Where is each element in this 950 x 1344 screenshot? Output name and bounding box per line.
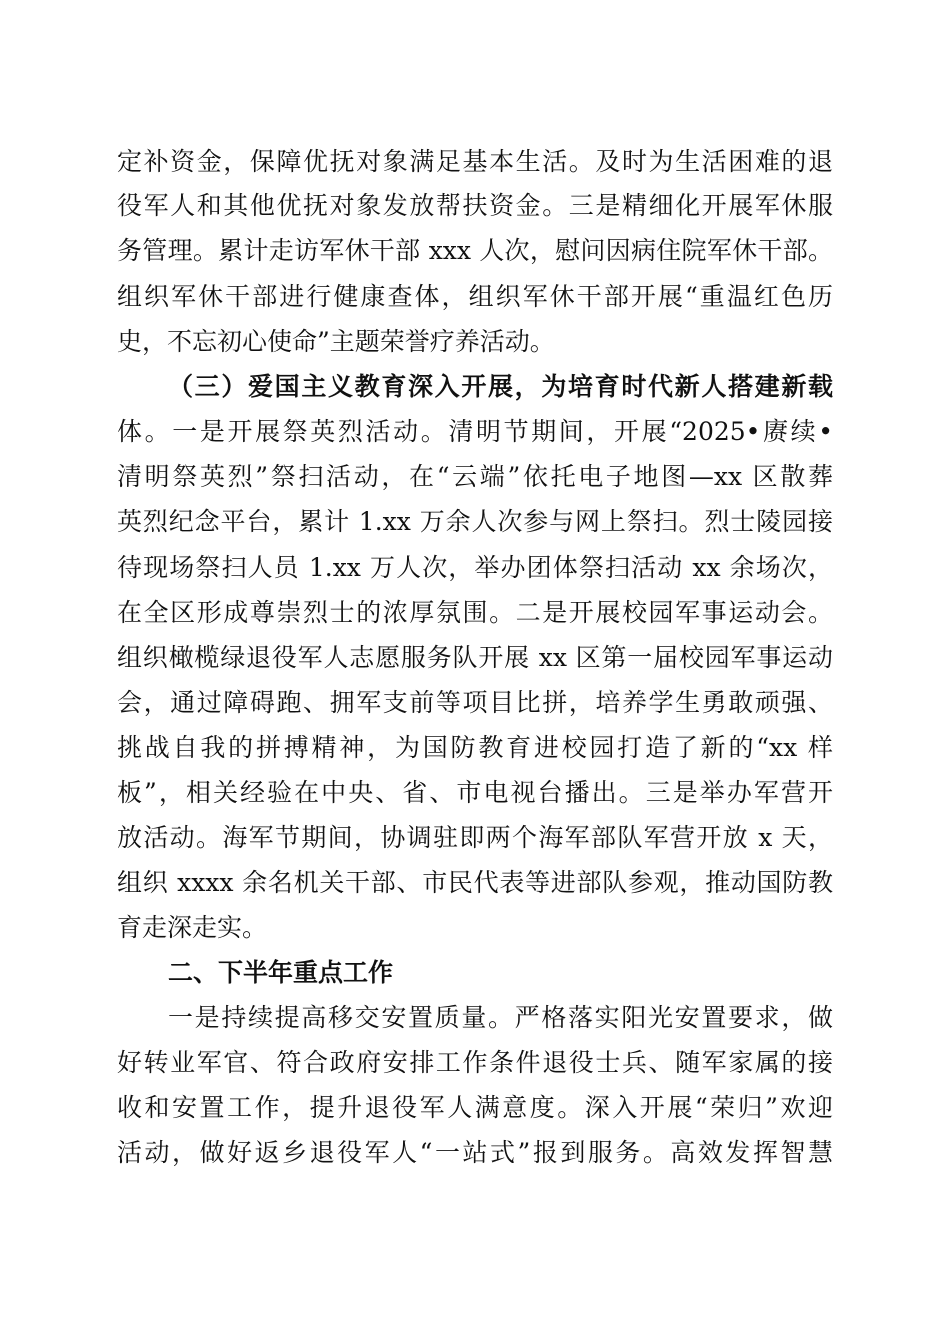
text-line: 定补资金，保障优抚对象满足基本生活。及时为生活困难的退 [117,147,833,176]
text-line: 组织橄榄绿退役军人志愿服务队开展 xx 区第一届校园军事运动 [117,643,833,672]
section-heading: 二、下半年重点工作 [168,958,394,987]
text-line: 收和安置工作，提升退役军人满意度。深入开展“荣归”欢迎 [117,1093,833,1122]
text-line: 体。一是开展祭英烈活动。清明节期间，开展“2025•赓续• [117,417,833,446]
text-line: 史，不忘初心使命”主题荣誉疗养活动。 [117,327,555,356]
text-line: 清明祭英烈”祭扫活动，在“云端”依托电子地图—xx 区散葬 [117,462,833,491]
text-line: 活动，做好返乡退役军人“一站式”报到服务。高效发挥智慧 [117,1138,833,1167]
text-line: 待现场祭扫人员 1.xx 万人次，举办团体祭扫活动 xx 余场次， [117,553,833,582]
text-line: 在全区形成尊崇烈士的浓厚氛围。二是开展校园军事运动会。 [117,598,833,627]
text-line: 英烈纪念平台，累计 1.xx 万余人次参与网上祭扫。烈士陵园接 [117,507,833,536]
text-line: 役军人和其他优抚对象发放帮扶资金。三是精细化开展军休服 [117,191,833,220]
text-line: 育走深走实。 [117,913,268,942]
text-line: 务管理。累计走访军休干部 xxx 人次，慰问因病住院军休干部。 [117,236,833,265]
text-line: 挑战自我的拼搏精神，为国防教育进校园打造了新的“xx 样 [117,733,833,762]
text-line: 一是持续提高移交安置质量。严格落实阳光安置要求，做 [168,1003,833,1032]
text-line: 组织 xxxx 余名机关干部、市民代表等进部队参观，推动国防教 [117,868,833,897]
text-line: 好转业军官、符合政府安排工作条件退役士兵、随军家属的接 [117,1048,833,1077]
text-line: 放活动。海军节期间，协调驻即两个海军部队军营开放 x 天， [117,823,833,852]
text-line: 板”，相关经验在中央、省、市电视台播出。三是举办军营开 [117,778,833,807]
subsection-heading: （三）爱国主义教育深入开展，为培育时代新人搭建新载 [168,372,833,401]
text-line: 组织军休干部进行健康查体，组织军休干部开展“重温红色历 [117,282,833,311]
text-line: 会，通过障碍跑、拥军支前等项目比拼，培养学生勇敢顽强、 [117,688,833,717]
